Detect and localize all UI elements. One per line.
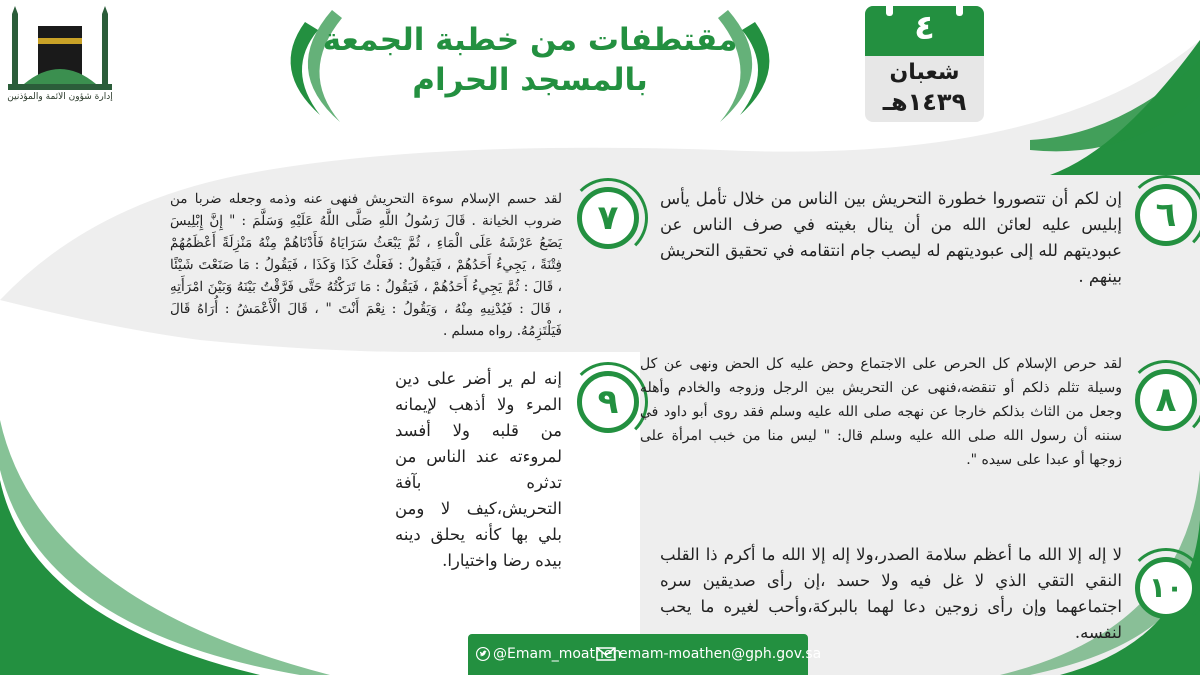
section-number-7: ٧ <box>577 187 639 249</box>
section-number-9: ٩ <box>577 371 639 433</box>
logo-caption: إدارة شؤون الأئمة والمؤذنين <box>7 92 113 102</box>
kaaba-logo-icon <box>4 4 116 92</box>
mail-icon <box>596 647 616 661</box>
calendar-month: شعبان <box>889 60 960 85</box>
logo <box>4 4 116 122</box>
section-number-10: ١٠ <box>1135 557 1197 619</box>
calendar-day: ٤ <box>914 8 935 48</box>
section-text-8: لقد حرص الإسلام كل الحرص على الاجتماع وحض عليه كل الحض ونهى عن كل وسيلة تثلم ذلكم أو تنقضه،فنهى عن التحريش بين الرجل وزوجه والخادم وأهله وجعل من الثاث بذلكم خارجا عن نهجه صلى الله عليه وسلم فقد روى أبو داود في سننه أن رسول الله صلى الله عليه وسلم قال: " ليس منا من خبب امرأة على زوجها أو عبدا على سيده ". <box>640 356 1122 468</box>
section-text-9: إنه لم ير أضر على دين المرء ولا أذهب لإيمانه من قلبه ولا أفسد لمروءته عند الناس من تدثره بآفة التحريش،كيف لا ومن بلي بها كأنه يحلق دينه بيده رضا واختيارا. <box>395 369 562 570</box>
email-address[interactable] <box>596 646 821 662</box>
section-text-10: لا إله إلا الله ما أعظم سلامة الصدر،ولا إله إلا الله ما أكرم ذا القلب النقي التقي الذي لا غل فيه ولا حسد ،إن رأى صديقين سره اجتماعهما وإن رأى زوجين دعا لهما بالبركة،وأحب لغيره ما يحب لنفسه. <box>660 545 1122 642</box>
section-number-8: ٨ <box>1135 369 1197 431</box>
title-line-1: مقتطفات من خطبة الجمعة <box>322 22 738 58</box>
section-text-7: لقد حسم الإسلام سوءة التحريش فنهى عنه وذمه وجعله ضربا من ضروب الخيانة . قَالَ رَسُولُ اللَّهِ صَلَّى اللَّهُ عَلَيْهِ وَسَلَّمَ : " إِنَّ إِبْلِيسَ يَضَعُ عَرْشَهُ عَلَى الْمَاءِ ، ثُمَّ يَبْعَثُ سَرَايَاهُ فَأَدْنَاهُمْ مِنْهُ مَنْزِلَةً أَعْظَمُهُمْ فِتْنَةً ، يَجِيءُ أَحَدُهُمْ ، فَيَقُولُ : فَعَلْتُ كَذَا وَكَذَا ، فَيَقُولُ : مَا صَنَعْتَ شَيْئًا ، قَالَ : ثُمَّ يَجِيءُ أَحَدُهُمْ ، فَيَقُولُ : مَا تَرَكْتُهُ حَتَّى فَرَّقْتُ بَيْنَهُ وَبَيْنَ امْرَأَتِهِ ، قَالَ : فَيُدْنِيهِ مِنْهُ ، وَيَقُولُ : نِعْمَ أَنْتَ " ، قَالَ الْأَعْمَشُ : أُرَاهُ قَالَ فَيَلْتَزِمُهُ. رواه مسلم . <box>170 191 562 339</box>
email-text: emam-moathen@gph.gov.sa <box>619 646 822 662</box>
title-block <box>295 8 765 120</box>
section-number-6: ٦ <box>1135 184 1197 246</box>
calendar-year: ١٤٣٩هـ <box>882 88 967 116</box>
twitter-icon <box>476 647 490 661</box>
contact-footer <box>468 634 822 675</box>
title-line-2: بالمسجد الحرام <box>412 62 648 98</box>
twitter-text: @Emam_moathen <box>493 646 622 662</box>
section-text-6: إن لكم أن تتصوروا خطورة التحريش بين الناس من خلال تأمل يأس إبليس عليه لعائن الله من أن ينال بغيته في صرف الناس عن عبوديتهم لله إلى عبوديتهم له ليصب جام انتقامه في تحقيق التحريش بينهم . <box>660 189 1122 286</box>
calendar <box>862 2 987 124</box>
